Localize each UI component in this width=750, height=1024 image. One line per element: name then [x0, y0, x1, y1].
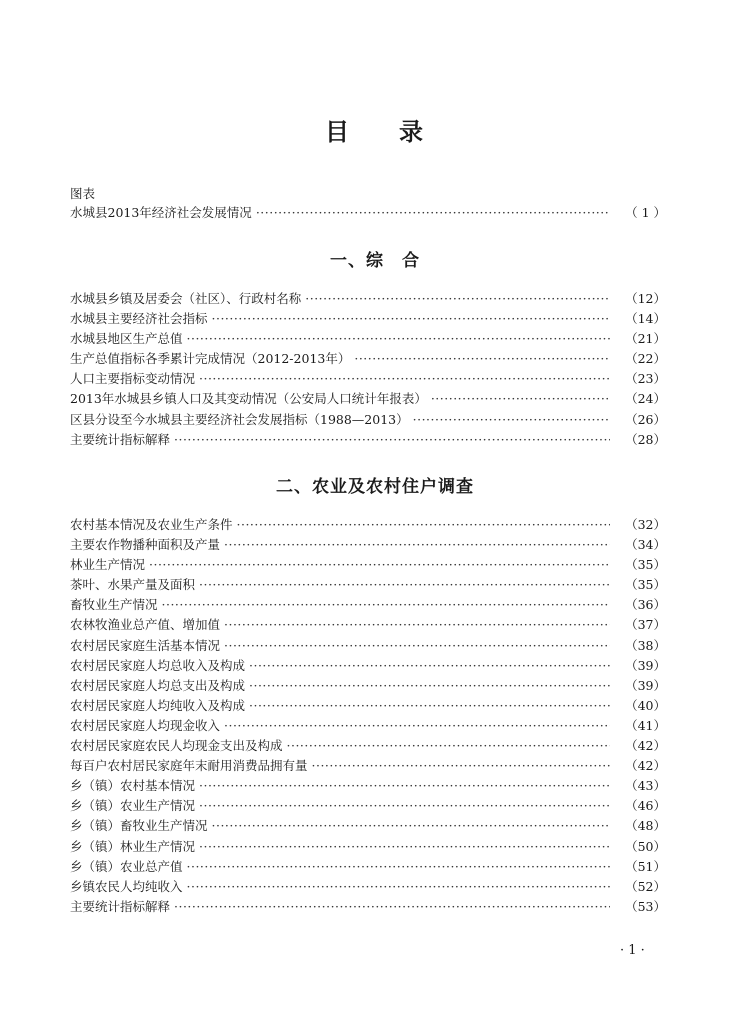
toc-entry-page: （35）	[625, 577, 666, 593]
toc-entry-page: （35）	[625, 557, 666, 573]
toc-entry-title: 每百户农村居民家庭年末耐用消费品拥有量	[70, 758, 308, 774]
toc-entry[interactable]	[70, 203, 666, 223]
toc-entry-page: （43）	[625, 778, 666, 794]
toc-entry[interactable]	[70, 816, 666, 836]
dot-leader	[237, 515, 610, 535]
toc-entry[interactable]	[70, 756, 666, 776]
toc-entry[interactable]	[70, 555, 666, 575]
section-entries	[70, 515, 666, 917]
dot-leader	[199, 837, 610, 857]
dot-leader	[224, 615, 610, 635]
toc-entry[interactable]	[70, 349, 666, 369]
toc-entry[interactable]	[70, 430, 666, 450]
prelude-label: 图表	[70, 186, 96, 201]
toc-entry-title: 乡（镇）林业生产情况	[70, 838, 196, 854]
toc-entry[interactable]	[70, 897, 666, 917]
toc-entry-page: （48）	[625, 818, 666, 834]
page-number: · 1 ·	[620, 943, 645, 958]
toc-entry-page: （42）	[625, 738, 666, 754]
toc-entry[interactable]	[70, 329, 666, 349]
toc-entry[interactable]	[70, 837, 666, 857]
toc-entry[interactable]	[70, 615, 666, 635]
toc-entry-title: 乡（镇）农业生产情况	[70, 798, 196, 814]
toc-entry-title: 畜牧业生产情况	[70, 597, 158, 613]
dot-leader	[287, 736, 610, 756]
dot-leader	[413, 410, 610, 430]
toc-entry-page: （21）	[625, 331, 666, 347]
toc-entry[interactable]	[70, 535, 666, 555]
toc-entry[interactable]	[70, 595, 666, 615]
toc-entry[interactable]	[70, 857, 666, 877]
toc-entry-page: （24）	[625, 391, 666, 407]
toc-entry-title: 农村居民家庭生活基本情况	[70, 637, 221, 653]
toc-entry-title: 农村居民家庭人均现金收入	[70, 717, 221, 733]
dot-leader	[312, 756, 610, 776]
section-heading: 二、农业及农村住户调查	[276, 477, 474, 497]
toc-entry[interactable]	[70, 369, 666, 389]
toc-entry[interactable]	[70, 389, 666, 409]
dot-leader	[249, 676, 610, 696]
dot-leader	[187, 877, 610, 897]
dot-leader	[249, 696, 610, 716]
page-title	[0, 112, 750, 147]
dot-leader	[431, 389, 610, 409]
toc-entry-title: 主要农作物播种面积及产量	[70, 537, 221, 553]
toc-entry-page: （51）	[625, 858, 666, 874]
toc-entry-page: （50）	[625, 838, 666, 854]
dot-leader	[199, 369, 610, 389]
dot-leader	[224, 636, 610, 656]
toc-entry[interactable]	[70, 309, 666, 329]
dot-leader	[256, 203, 610, 223]
section-heading: 一、综 合	[330, 251, 420, 271]
toc-entry-title: 生产总值指标各季累计完成情况（2012-2013年）	[70, 351, 351, 367]
toc-entry-title: 林业生产情况	[70, 557, 146, 573]
toc-entry-page: （36）	[625, 597, 666, 613]
toc-entry[interactable]	[70, 716, 666, 736]
dot-leader	[174, 430, 610, 450]
toc-entry[interactable]	[70, 515, 666, 535]
dot-leader	[162, 595, 610, 615]
dot-leader	[212, 816, 610, 836]
toc-entry-title: 水城县地区生产总值	[70, 331, 183, 347]
toc-entry-title: 乡（镇）农业总产值	[70, 858, 183, 874]
toc-entry-page: （26）	[625, 411, 666, 427]
toc-entry-page: （23）	[625, 371, 666, 387]
toc-entry[interactable]	[70, 410, 666, 430]
toc-entry[interactable]	[70, 696, 666, 716]
toc-entry-title: 茶叶、水果产量及面积	[70, 577, 196, 593]
toc-entry-page: （42）	[625, 758, 666, 774]
toc-entry-title: 乡（镇）畜牧业生产情况	[70, 818, 208, 834]
toc-entry-page: （34）	[625, 537, 666, 553]
toc-entry[interactable]	[70, 575, 666, 595]
dot-leader	[212, 309, 610, 329]
toc-entry[interactable]	[70, 656, 666, 676]
toc-entry-page: （39）	[625, 657, 666, 673]
toc-entry-title: 水城县主要经济社会指标	[70, 311, 208, 327]
toc-entry-title: 乡镇农民人均纯收入	[70, 878, 183, 894]
toc-entry-title: 人口主要指标变动情况	[70, 371, 196, 387]
toc-entry-page: （22）	[625, 351, 666, 367]
toc-entry-title: 区县分设至今水城县主要经济社会发展指标（1988—2013）	[70, 411, 409, 427]
toc-entry-page: （32）	[625, 517, 666, 532]
dot-leader	[224, 716, 610, 736]
toc-entry-page: （53）	[625, 898, 666, 914]
toc-entry-title: 主要统计指标解释	[70, 898, 171, 914]
dot-leader	[199, 796, 610, 816]
toc-entry[interactable]	[70, 796, 666, 816]
toc-entry-title: 农村居民家庭人均总收入及构成	[70, 657, 246, 673]
toc-entry-title: 农村居民家庭人均纯收入及构成	[70, 697, 246, 713]
dot-leader	[174, 897, 610, 917]
toc-entry[interactable]	[70, 289, 666, 309]
dot-leader	[305, 289, 610, 309]
toc-entry-title: 农村居民家庭人均总支出及构成	[70, 677, 246, 693]
toc-entry-page: （39）	[625, 677, 666, 693]
toc-entry-page: （40）	[625, 697, 666, 713]
toc-entry-page: （46）	[625, 798, 666, 814]
dot-leader	[354, 349, 610, 369]
toc-entry-title: 2013年水城县乡镇人口及其变动情况（公安局人口统计年报表）	[70, 391, 427, 407]
toc-entry-title: 乡（镇）农村基本情况	[70, 778, 196, 794]
page-title-right: 录	[399, 118, 425, 146]
toc-entry[interactable]	[70, 877, 666, 897]
toc-entry-title: 主要统计指标解释	[70, 431, 171, 447]
dot-leader	[199, 776, 610, 796]
toc-entry-title: 农村居民家庭农民人均现金支出及构成	[70, 738, 283, 754]
dot-leader	[249, 656, 610, 676]
toc-entry-title: 水城县2013年经济社会发展情况	[70, 205, 252, 220]
toc-entry-title: 农村基本情况及农业生产条件	[70, 517, 233, 532]
toc-entry[interactable]	[70, 776, 666, 796]
toc-entry-title: 农林牧渔业总产值、增加值	[70, 617, 221, 633]
toc-entry-page: （52）	[625, 878, 666, 894]
dot-leader	[187, 857, 610, 877]
toc-entry[interactable]	[70, 636, 666, 656]
toc-entry[interactable]	[70, 676, 666, 696]
toc-entry-page: （37）	[625, 617, 666, 633]
prelude-entries	[70, 203, 666, 223]
toc-entry-page: （38）	[625, 637, 666, 653]
toc-entry-page: （28）	[625, 431, 666, 447]
dot-leader	[187, 329, 610, 349]
toc-entry-page: （41）	[625, 717, 666, 733]
toc-entry-title: 水城县乡镇及居委会（社区）、行政村名称	[70, 291, 302, 306]
dot-leader	[149, 555, 610, 575]
page-title-left: 目	[325, 118, 351, 146]
toc-entry-page: （14）	[625, 311, 666, 327]
toc-entry[interactable]	[70, 736, 666, 756]
dot-leader	[224, 535, 610, 555]
toc-entry-page: （12）	[625, 291, 666, 306]
dot-leader	[199, 575, 610, 595]
toc-entry-page: （ 1 ）	[625, 205, 666, 220]
section-entries	[70, 289, 666, 450]
